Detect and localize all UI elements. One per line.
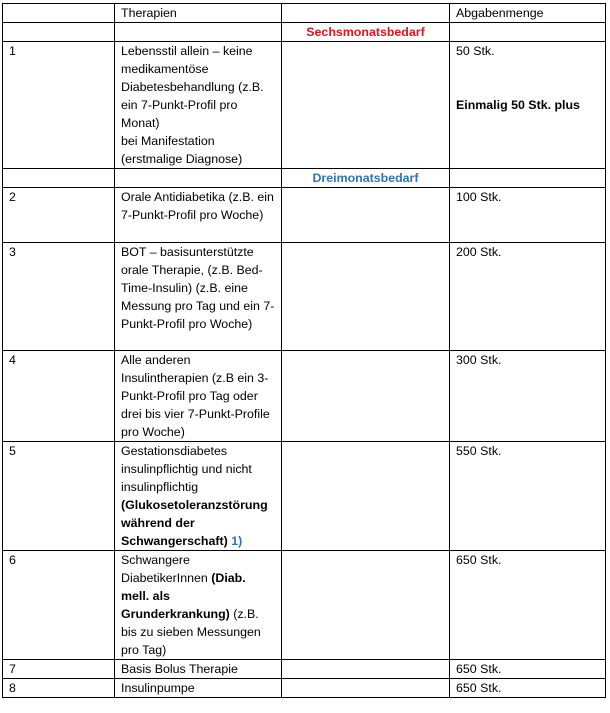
table-row: 4 Alle anderen Insulintherapien (z.B ein 3-Punkt-Profil pro Tag oder drei bis vier 7-Punkt-Profile pro Woche) 300 Stk.: [3, 351, 606, 442]
row-menge: 50 Stk. Einmalig 50 Stk. plus: [450, 42, 606, 169]
header-menge: Abgabenmenge: [450, 4, 606, 23]
table-row: 8 Insulinpumpe 650 Stk.: [3, 679, 606, 698]
section-label-three: Dreimonatsbedarf: [312, 171, 419, 185]
therapy-table: [2, 3, 606, 698]
footnote-link[interactable]: 1): [231, 534, 243, 548]
row-therapie: Lebensstil allein – keine medikamentöse Diabetesbehandlung (z.B. ein 7-Punkt-Profil pro Monat) bei Manifestation (erstmalige Diagnose): [115, 42, 282, 169]
section-row-six: [3, 23, 606, 42]
section-row-three: [3, 169, 606, 188]
table-row: 6 Schwangere DiabetikerInnen (Diab. mell. als Grunderkrankung) (z.B. bis zu sieben Messungen pro Tag) 650 Stk.: [3, 551, 606, 660]
section-label-six: Sechsmonatsbedarf: [306, 25, 425, 39]
table-row: 5 Gestationsdiabetes insulinpflichtig und nicht insulinpflichtig (Glukosetoleranzstörung während der Schwangerschaft) 1) 550 Stk.: [3, 442, 606, 551]
header-therapie: Therapien: [115, 4, 282, 23]
table-row: 7 Basis Bolus Therapie 650 Stk.: [3, 660, 606, 679]
table-row: 2 Orale Antidiabetika (z.B. ein 7-Punkt-Profil pro Woche) 100 Stk.: [3, 188, 606, 243]
header-nr: [3, 4, 115, 23]
table-row: 3 BOT – basisunterstützte orale Therapie, (z.B. Bed-Time-Insulin) (z.B. eine Messung pro Tag und ein 7-Punkt-Profil pro Woche) 200 Stk.: [3, 243, 606, 351]
table-row: [3, 42, 606, 169]
row-nr: 1: [3, 42, 115, 169]
header-row: [3, 4, 606, 23]
header-empty: [282, 4, 450, 23]
